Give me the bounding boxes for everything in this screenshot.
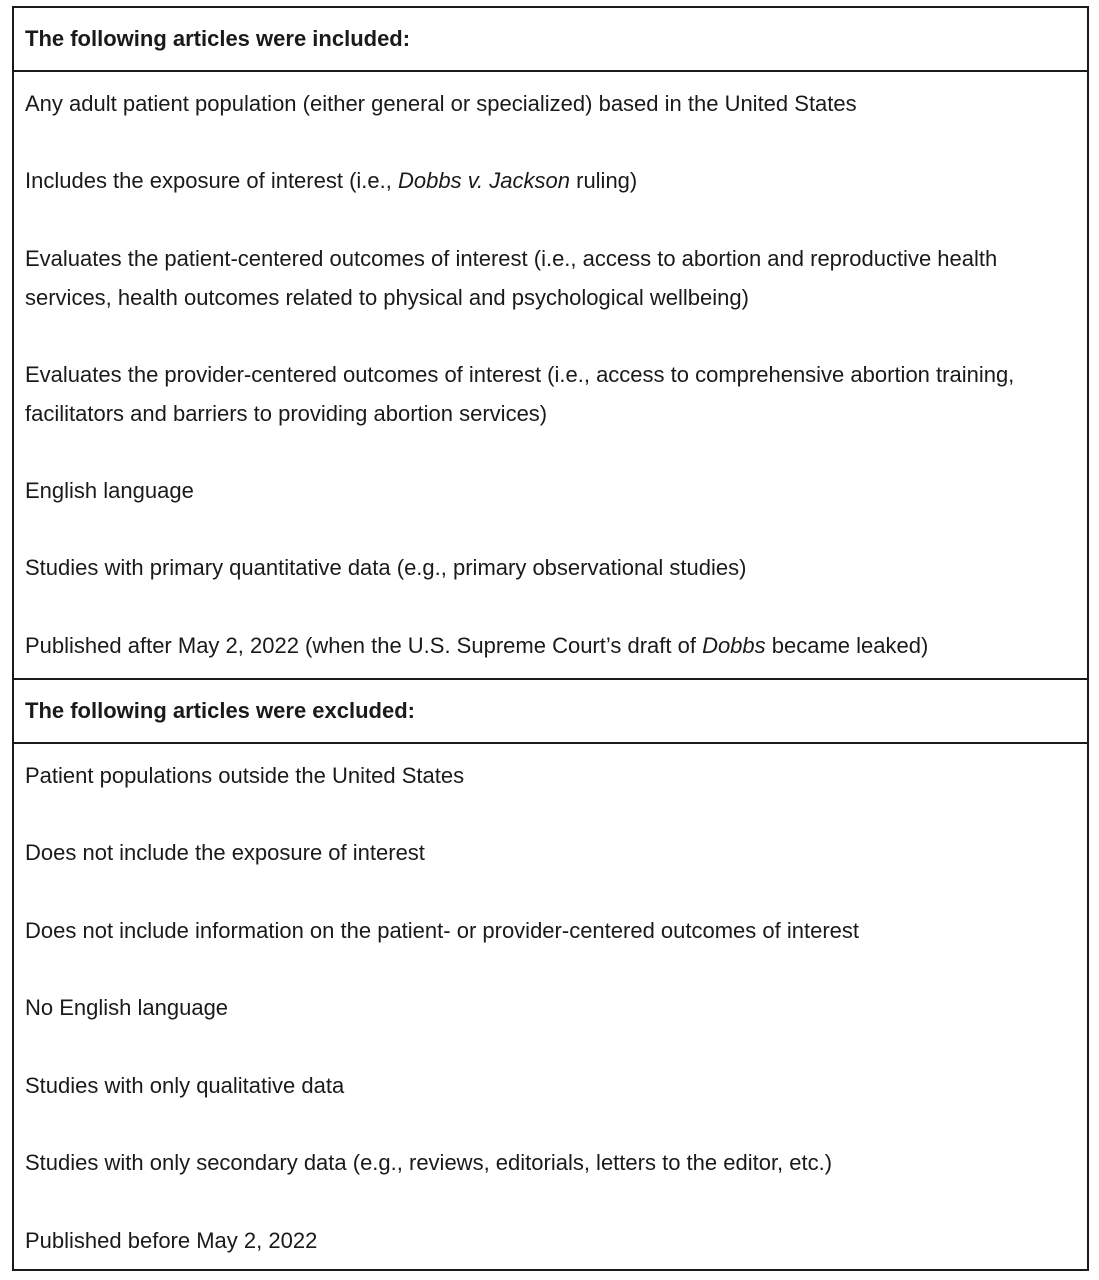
included-criterion-english: English language bbox=[25, 478, 194, 503]
included-criterion-provider-outcomes: Evaluates the provider-centered outcomes of interest (i.e., access to comprehensive abortion training, facilitators and barriers to providing abortion services) bbox=[25, 362, 1015, 426]
excluded-criterion-outside-us: Patient populations outside the United States bbox=[25, 763, 465, 788]
included-header-text: The following articles were included: bbox=[25, 26, 411, 51]
included-criterion-quantitative: Studies with primary quantitative data (e.g., primary observational studies) bbox=[25, 555, 747, 580]
included-header bbox=[14, 8, 1087, 72]
excluded-criterion-secondary: Studies with only secondary data (e.g., reviews, editorials, letters to the editor, etc.) bbox=[25, 1150, 833, 1175]
case-name: Dobbs bbox=[702, 633, 766, 658]
criteria-table bbox=[12, 6, 1089, 1271]
excluded-criterion-no-exposure: Does not include the exposure of interest bbox=[25, 840, 425, 865]
excluded-header bbox=[14, 678, 1087, 744]
excluded-criterion-no-english: No English language bbox=[25, 995, 229, 1020]
excluded-header-text: The following articles were excluded: bbox=[25, 698, 415, 723]
included-criterion-exposure: Includes the exposure of interest (i.e., Dobbs v. Jackson ruling) bbox=[25, 168, 638, 193]
included-criterion-published-after: Published after May 2, 2022 (when the U.S. Supreme Court’s draft of Dobbs became leaked) bbox=[25, 633, 929, 658]
excluded-criterion-no-outcomes: Does not include information on the patient- or provider-centered outcomes of interest bbox=[25, 918, 860, 943]
excluded-criterion-published-before: Published before May 2, 2022 bbox=[25, 1228, 318, 1253]
included-criterion-patient-outcomes: Evaluates the patient-centered outcomes of interest (i.e., access to abortion and reproductive health services, health outcomes related to physical and psychological wellbeing) bbox=[25, 246, 998, 310]
case-name: Dobbs v. Jackson bbox=[397, 168, 570, 193]
included-criterion-adult-population: Any adult patient population (either general or specialized) based in the United States bbox=[25, 91, 857, 116]
excluded-criterion-qualitative: Studies with only qualitative data bbox=[25, 1073, 345, 1098]
